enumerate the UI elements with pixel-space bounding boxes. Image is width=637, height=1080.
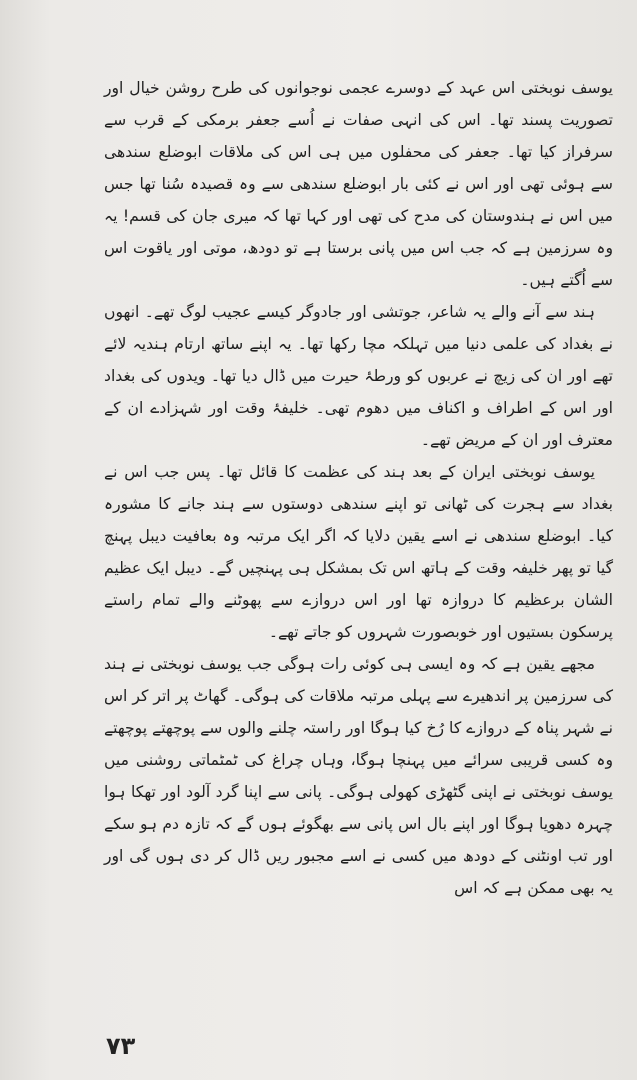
paragraph-2: ہند سے آنے والے یہ شاعر، جوتشی اور جادوگر کیسے عجیب لوگ تھے۔ انھوں نے بغداد کی علمی دنیا میں تہلکہ مچا رکھا تھا۔ یہ اپنے ساتھ ارتام ہندیہ لائے تھے اور ان کی زیچ نے عربوں کو ورطۂ حیرت میں ڈال دیا تھا۔ ویدوں کی بغداد اور اس کے اطراف و اکناف میں دھوم تھی۔ خلیفۂ وقت اور شہزادے ان کے معترف اور ان کے مریض تھے۔ [104, 303, 613, 449]
paragraph-1: یوسف نوبختی اس عہد کے دوسرے عجمی نوجوانوں کی طرح روشن خیال اور تصوریت پسند تھا۔ اس کی انہی صفات نے اُسے جعفر برمکی کے قرب سے سرفراز کیا تھا۔ جعفر کی محفلوں میں ہی اس کی ملاقات ابوضلع سندھی سے ہوئی تھی اور اس نے کئی بار ابوضلع سندھی سے وہ قصیدہ سُنا تھا جس میں اس نے ہندوستان کی مدح کی تھی اور کہا تھا کہ میری جان کی قسم! یہ وہ سرزمین ہے کہ جب اس میں پانی برستا ہے تو دودھ، موتی اور یاقوت اس سے اُگتے ہیں۔ [104, 79, 613, 289]
paragraph-3: یوسف نوبختی ایران کے بعد ہند کی عظمت کا قائل تھا۔ پس جب اس نے بغداد سے ہجرت کی ٹھانی تو اپنے سندھی دوستوں سے ہند جانے کا مشورہ کیا۔ ابوضلع سندھی نے اسے یقین دلایا کہ اگر ایک مرتبہ وہ بعافیت دیبل پہنچ گیا تو پھر خلیفہ وقت کے ہاتھ اس تک بمشکل ہی پہنچیں گے۔ دیبل ایک عظیم الشان برعظیم کا دروازہ تھا اور اس دروازے سے پھوٹنے والے تمام راستے پرسکون بستیوں اور خوبصورت شہروں کو جاتے تھے۔ [104, 463, 613, 641]
page-number: ۷۳ [106, 1032, 136, 1060]
page-body-text [104, 72, 613, 904]
paragraph-4: مجھے یقین ہے کہ وہ ایسی ہی کوئی رات ہوگی جب یوسف نوبختی نے ہند کی سرزمین پر اندھیرے سے پہلی مرتبہ ملاقات کی ہوگی۔ گھاٹ پر اتر کر اس نے شہر پناہ کے دروازے کا رُخ کیا ہوگا اور راستہ چلنے والوں سے پوچھتے پوچھتے وہ کسی قریبی سرائے میں پہنچا ہوگا، وہاں چراغ کی ٹمٹماتی روشنی میں یوسف نوبختی نے اپنی گٹھڑی کھولی ہوگی۔ پانی سے اپنا گرد آلود اور تھکا ہوا چہرہ دھویا ہوگا اور اپنے بال اس پانی سے بھگوئے ہوں گے کہ تازہ دم ہو سکے اور تب اونٹنی کے دودھ میں کسی نے اسے مجبور ریں ڈال کر دی ہوں گی اور یہ بھی ممکن ہے کہ اس [104, 655, 613, 897]
